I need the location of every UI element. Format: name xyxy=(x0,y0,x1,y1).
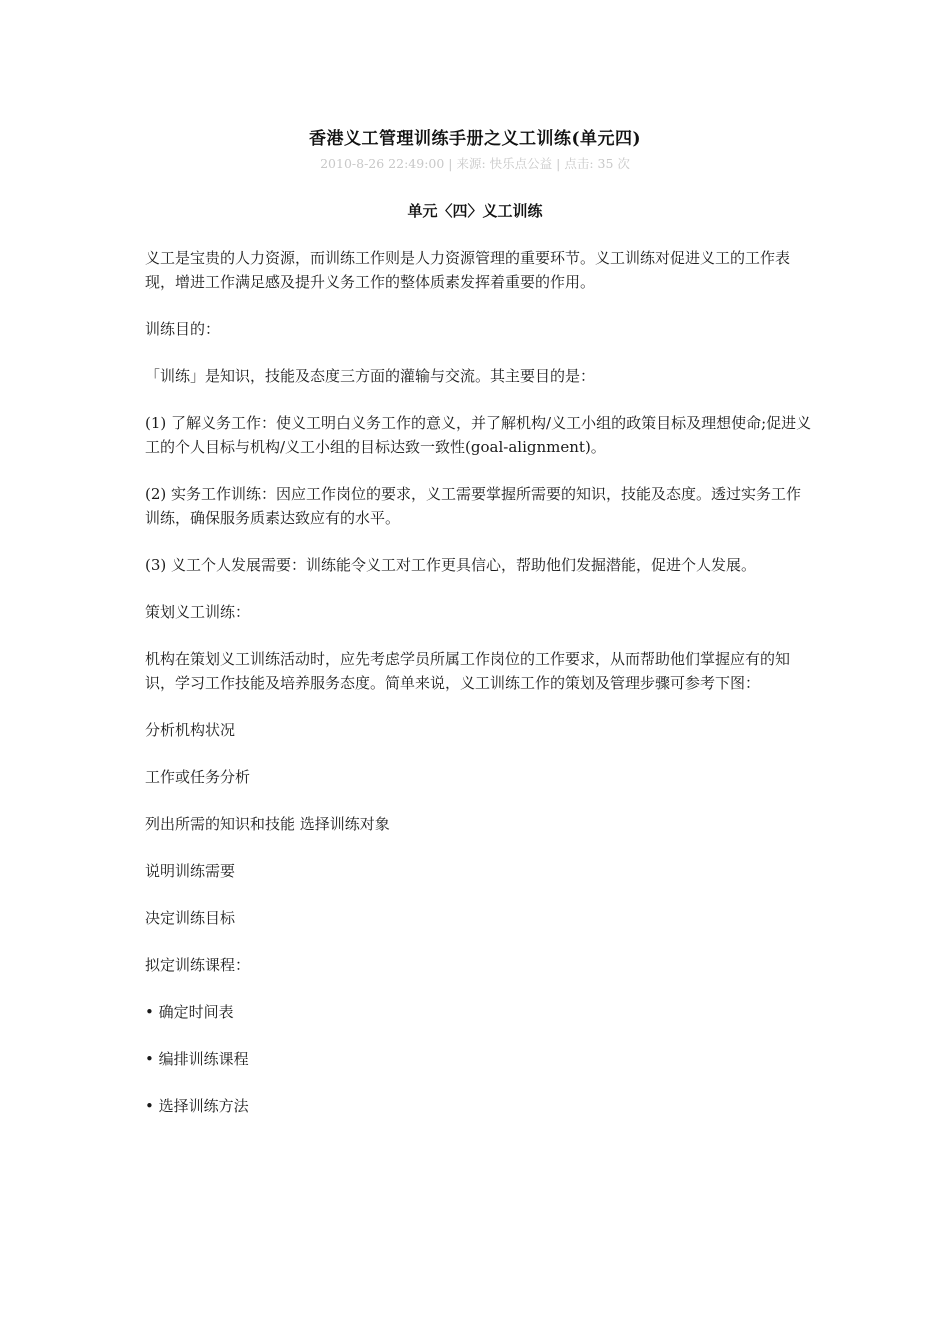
paragraph: 策划义工训练： xyxy=(145,603,251,621)
paragraph: (2) 实务工作训练：因应工作岗位的要求，义工需要掌握所需要的知识，技能及态度。透过实务工作训练，确保服务质素达致应有的水平。 xyxy=(145,485,802,527)
article-meta: 2010-8-26 22:49:00 | 来源: 快乐点公益 | 点击: 35 次 xyxy=(320,156,630,171)
section-title: 单元〈四〉义工训练 xyxy=(407,202,543,220)
list-item: • 选择训练方法 xyxy=(145,1097,249,1115)
list-item: • 编排训练课程 xyxy=(145,1050,249,1068)
paragraph: (3) 义工个人发展需要：训练能令义工对工作更具信心，帮助他们发掘潜能，促进个人发展。 xyxy=(145,556,757,574)
paragraph: 说明训练需要 xyxy=(145,862,236,880)
list-item: • 确定时间表 xyxy=(145,1003,234,1021)
paragraph: 列出所需的知识和技能 选择训练对象 xyxy=(145,815,390,833)
paragraph: (1) 了解义务工作：使义工明白义务工作的意义，并了解机构/义工小组的政策目标及理想使命;促进义工的个人目标与机构/义工小组的目标达致一致性(goal-alignment)。 xyxy=(145,414,812,456)
paragraph: 决定训练目标 xyxy=(145,909,236,927)
paragraph: 义工是宝贵的人力资源，而训练工作则是人力资源管理的重要环节。义工训练对促进义工的工作表现，增进工作满足感及提升义务工作的整体质素发挥着重要的作用。 xyxy=(145,249,791,291)
paragraph: 「训练」是知识，技能及态度三方面的灌输与交流。其主要目的是： xyxy=(145,367,596,385)
paragraph: 工作或任务分析 xyxy=(145,768,251,786)
paragraph: 分析机构状况 xyxy=(145,721,236,739)
paragraph: 拟定训练课程： xyxy=(145,956,251,974)
article-body xyxy=(145,246,815,1141)
article-title: 香港义工管理训练手册之义工训练(单元四) xyxy=(308,129,642,149)
paragraph: 训练目的： xyxy=(145,320,221,338)
paragraph: 机构在策划义工训练活动时，应先考虑学员所属工作岗位的工作要求，从而帮助他们掌握应有的知识，学习工作技能及培养服务态度。简单来说，义工训练工作的策划及管理步骤可参考下图： xyxy=(145,650,791,692)
